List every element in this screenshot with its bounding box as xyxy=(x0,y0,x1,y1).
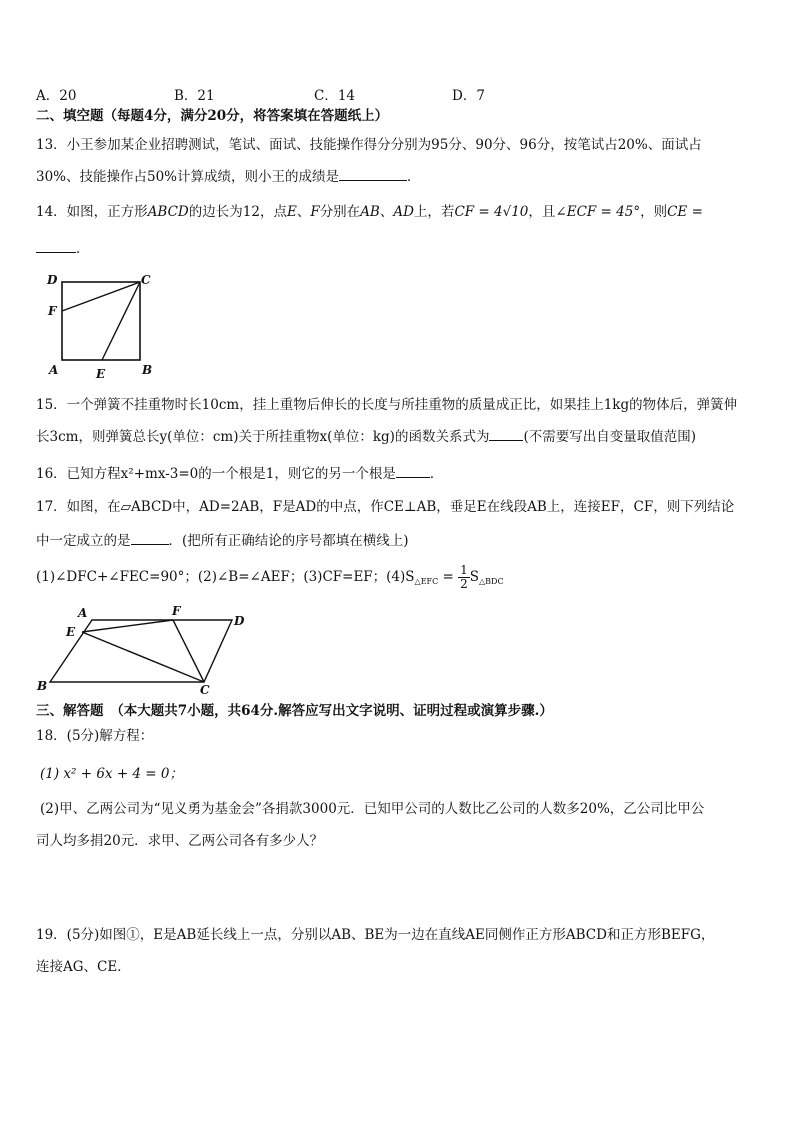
q17-fraction xyxy=(458,564,470,591)
q14-text-f: ，则 xyxy=(640,204,668,220)
q15-line1: 15．一个弹簧不挂重物时长10cm，挂上重物后伸长的长度与所挂重物的质量成正比，如果挂上1kg的物体后，弹簧伸 xyxy=(36,397,738,413)
q16-text: 16．已知方程x²+mx-3=0的一个根是1，则它的另一个根是 xyxy=(36,466,396,482)
q14-abcd: ABCD xyxy=(147,204,189,220)
q13-end: ． xyxy=(407,169,421,185)
section2-header: 二、填空题（每题4分，满分20分，将答案填在答题纸上） xyxy=(36,108,389,124)
q14-answer-blank xyxy=(36,238,76,253)
q18-part2-line2: 司人均多捐20元．求甲、乙两公司各有多少人？ xyxy=(36,833,324,849)
q17-line1: 17．如图，在▱ABCD中，AD=2AB，F是AD的中点，作CE⊥AB，垂足E在线段AB上，连接EF，CF，则下列结论 xyxy=(36,499,735,515)
label-e: E xyxy=(96,367,106,380)
label-c: C xyxy=(200,683,210,696)
q14-end: ． xyxy=(76,241,90,257)
label-e: E xyxy=(66,625,76,639)
segment-fc xyxy=(173,620,204,682)
q14-text-b: 的边长为12，点 xyxy=(188,204,287,220)
q14-e: E xyxy=(286,204,297,220)
q14-line1 xyxy=(36,203,703,221)
label-d: D xyxy=(234,614,245,628)
q14-sep1: 、 xyxy=(296,204,311,220)
q15-text-a: 长3cm，则弹簧总长y(单位：cm)关于所挂重物x(单位：kg)的函数关系式为 xyxy=(36,429,490,445)
q17-line3 xyxy=(36,562,504,597)
label-a: A xyxy=(49,363,59,377)
frac-num: 1 xyxy=(460,563,468,577)
label-c: C xyxy=(141,273,151,287)
option-a: A．20 xyxy=(36,88,77,104)
q14-f: F xyxy=(310,204,320,220)
q17-line2 xyxy=(36,530,409,550)
q18-part1: (1) x² + 6x + 4 = 0； xyxy=(40,766,184,782)
q19-line1: 19．(5分)如图①，E是AB延长线上一点，分别以AB、BE为一边在直线AE同侧作正方形ABCD和正方形BEFG， xyxy=(36,927,715,943)
q17-sub1: △EFC xyxy=(414,577,439,586)
q18-title: 18．(5分)解方程： xyxy=(36,728,154,744)
q17-text-a3: (1)∠DFC+∠FEC=90°；(2)∠B=∠AEF；(3)CF=EF；(4)S xyxy=(36,569,415,585)
q17-figure xyxy=(34,600,264,696)
q13-text: 30%、技能操作占50%计算成绩，则小王的成绩是 xyxy=(36,169,340,185)
segment-ec xyxy=(82,632,204,682)
label-f: F xyxy=(172,604,181,618)
label-f: F xyxy=(48,304,57,318)
q16-answer-blank xyxy=(396,463,430,478)
option-c: C．14 xyxy=(314,88,356,104)
q13-answer-blank xyxy=(339,166,407,181)
q14-cf-eq: CF = 4√10 xyxy=(454,204,529,220)
q14-figure xyxy=(40,270,160,380)
q13-line1: 13．小王参加某企业招聘测试，笔试、面试、技能操作得分分别为95分、90分、96分，按笔试占20%、面试占 xyxy=(36,137,702,153)
q14-ce-eq: CE = xyxy=(667,204,703,220)
q14-text-e: ，且 xyxy=(528,204,556,220)
section3-header: 三、解答题 （本大题共7小题，共64分.解答应写出文字说明、证明过程或演算步骤.） xyxy=(36,703,553,719)
q14-text-c: 分别在 xyxy=(319,204,361,220)
label-a: A xyxy=(78,606,88,620)
frac-den: 2 xyxy=(460,577,468,591)
q17-text-a: 中一定成立的是 xyxy=(36,533,131,549)
q16-end: ． xyxy=(429,466,444,482)
q18-part2-line1: (2)甲、乙两公司为“见义勇为基金会”各捐款3000元．已知甲公司的人数比乙公司的人数多20%，乙公司比甲公 xyxy=(40,801,705,817)
q14-angle: ∠ECF = 45° xyxy=(555,204,641,220)
segment-ef xyxy=(82,620,173,632)
label-b: B xyxy=(37,679,48,693)
q14-ab: AB xyxy=(360,204,380,220)
label-b: B xyxy=(142,363,153,377)
q17-answer-blank xyxy=(131,530,169,545)
q14-text-a: 14．如图，正方形 xyxy=(36,204,148,220)
q17-s2: S xyxy=(469,569,480,585)
q16-line xyxy=(36,463,443,483)
q15-answer-blank xyxy=(489,426,523,441)
q14-ad: AD xyxy=(393,204,414,220)
q17-sub2: △BDC xyxy=(479,577,504,586)
label-d: D xyxy=(47,273,58,287)
q19-line2: 连接AG、CE． xyxy=(36,959,131,975)
option-d: D．7 xyxy=(452,88,485,104)
q17-text-b: ．(把所有正确结论的序号都填在横线上) xyxy=(168,533,409,549)
q15-text-b: (不需要写出自变量取值范围) xyxy=(523,429,696,445)
q14-text-d: 上，若 xyxy=(413,204,455,220)
q15-line2 xyxy=(36,426,696,446)
q14-sep2: 、 xyxy=(379,204,394,220)
q13-line2 xyxy=(36,166,421,186)
option-b: B．21 xyxy=(174,88,215,104)
parallelogram-abcd xyxy=(50,620,232,682)
square-abcd xyxy=(62,282,140,360)
q17-eq: = xyxy=(438,569,459,585)
q14-line2 xyxy=(36,238,90,258)
